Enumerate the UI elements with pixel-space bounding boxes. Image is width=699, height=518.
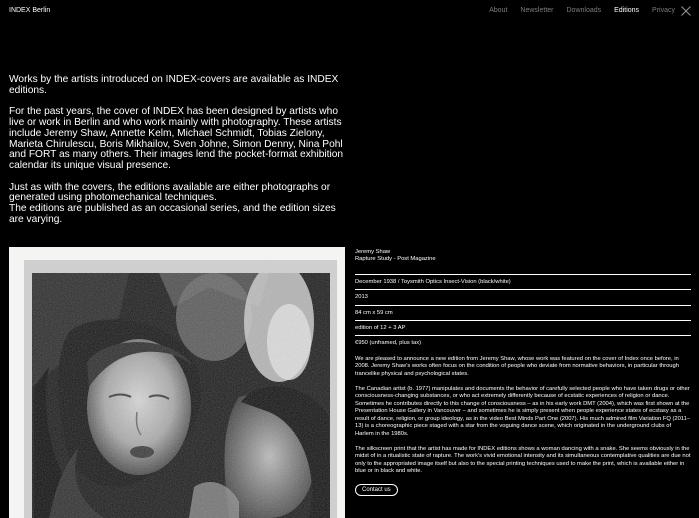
edition-size: edition of 12 + 3 AP — [355, 320, 691, 335]
nav-downloads[interactable]: Downloads — [566, 7, 602, 14]
edition-price: €950 (unframed, plus tax) — [355, 335, 691, 350]
nav-about[interactable]: About — [489, 7, 508, 14]
close-icon[interactable] — [681, 6, 691, 16]
contact-us-button[interactable]: Contact us — [355, 484, 398, 496]
edition-description — [355, 356, 691, 476]
top-navigation — [0, 0, 699, 22]
nav-editions[interactable]: Editions — [614, 7, 640, 14]
edition-technique: December 1938 / Toysmith Optics Insect-Vision (black/white) — [355, 274, 691, 289]
intro-line-photographs: Just as with the covers, the editions available are either photographs or generated using photomechanical techniques. — [9, 181, 331, 204]
nav-privacy[interactable]: Privacy — [652, 7, 675, 14]
description-paragraph-1: We are pleased to announce a new edition from Jeremy Shaw, whose work was featured on the cover of Index once before, in 2008. Jeremy Shaw's works often focus on the condition of people who deviate from normative behaviors, in particular through trancelike physical and psychological states. — [355, 355, 679, 377]
artwork-photo — [9, 247, 345, 518]
intro-line-series: The editions are published as an occasional series, and the edition sizes are varying. — [9, 203, 336, 225]
nav-newsletter[interactable]: Newsletter — [520, 7, 554, 14]
description-paragraph-3: The silkscreen print that the artist has made for INDEX editions shows a woman dancing with a snake. She seems obviously in the midst of in a ritualistic state of rapture. The work's vivid emotional intensity and its simultaneous contemplative qualities are due not only to the appropriated image itself but also to the special printing techniques used to make the print, which is available either in blue or in black and white. — [355, 445, 691, 475]
description-paragraph-2: The Canadian artist (b. 1977) manipulates and documents the behavior of carefully selected people who have taken drugs or other consciousness-changing substances, or who act extremely differently because of ecstatic experiences of religion or dance. Sometimes he contributes directly to this change of consciousness – as in his early work DMT (2004), which was first shown at the Presentation House Gallery in Vancouver – and sometimes he is simply present when people experience states of ecstasy as a result of dance, religion, or group ideology, as in the video Best Minds Part One (2007). His much admired film Variation FQ (2011–13) is a choreographic piece staged with a star from the voguing dance scene, which originated in the underground clubs of Harlem in the 1980s. — [355, 386, 691, 437]
brand-logo[interactable]: INDEX Berlin — [9, 7, 51, 14]
edition-artist: Jeremy Shaw — [355, 249, 391, 255]
edition-title: Rapture Study - Post Magazine — [355, 256, 436, 263]
main-nav — [489, 7, 675, 14]
intro-paragraph-2: For the past years, the cover of INDEX has been designed by artists who live or work in Berlin and who work mainly with photography. These artists include Jeremy Shaw, Annette Kelm, Michael Schmidt, Tobias Zielony, Marieta Chirulescu, Boris Mikhailov, Sven Johne, Simon Denny, Nina Pohl and FORT as many others. Their images lend the pocket-format exhibition calendar its unique visual presence. — [9, 106, 344, 172]
edition-info — [355, 249, 691, 496]
intro-paragraph-1: Works by the artists introduced on INDEX-covers are available as INDEX editions. — [9, 74, 339, 96]
intro-text — [9, 75, 347, 236]
edition-dimensions: 84 cm x 59 cm — [355, 305, 691, 320]
artwork-image[interactable] — [9, 247, 345, 518]
edition-heading — [355, 249, 691, 264]
edition-year: 2013 — [355, 289, 691, 304]
intro-paragraph-3 — [9, 183, 347, 226]
